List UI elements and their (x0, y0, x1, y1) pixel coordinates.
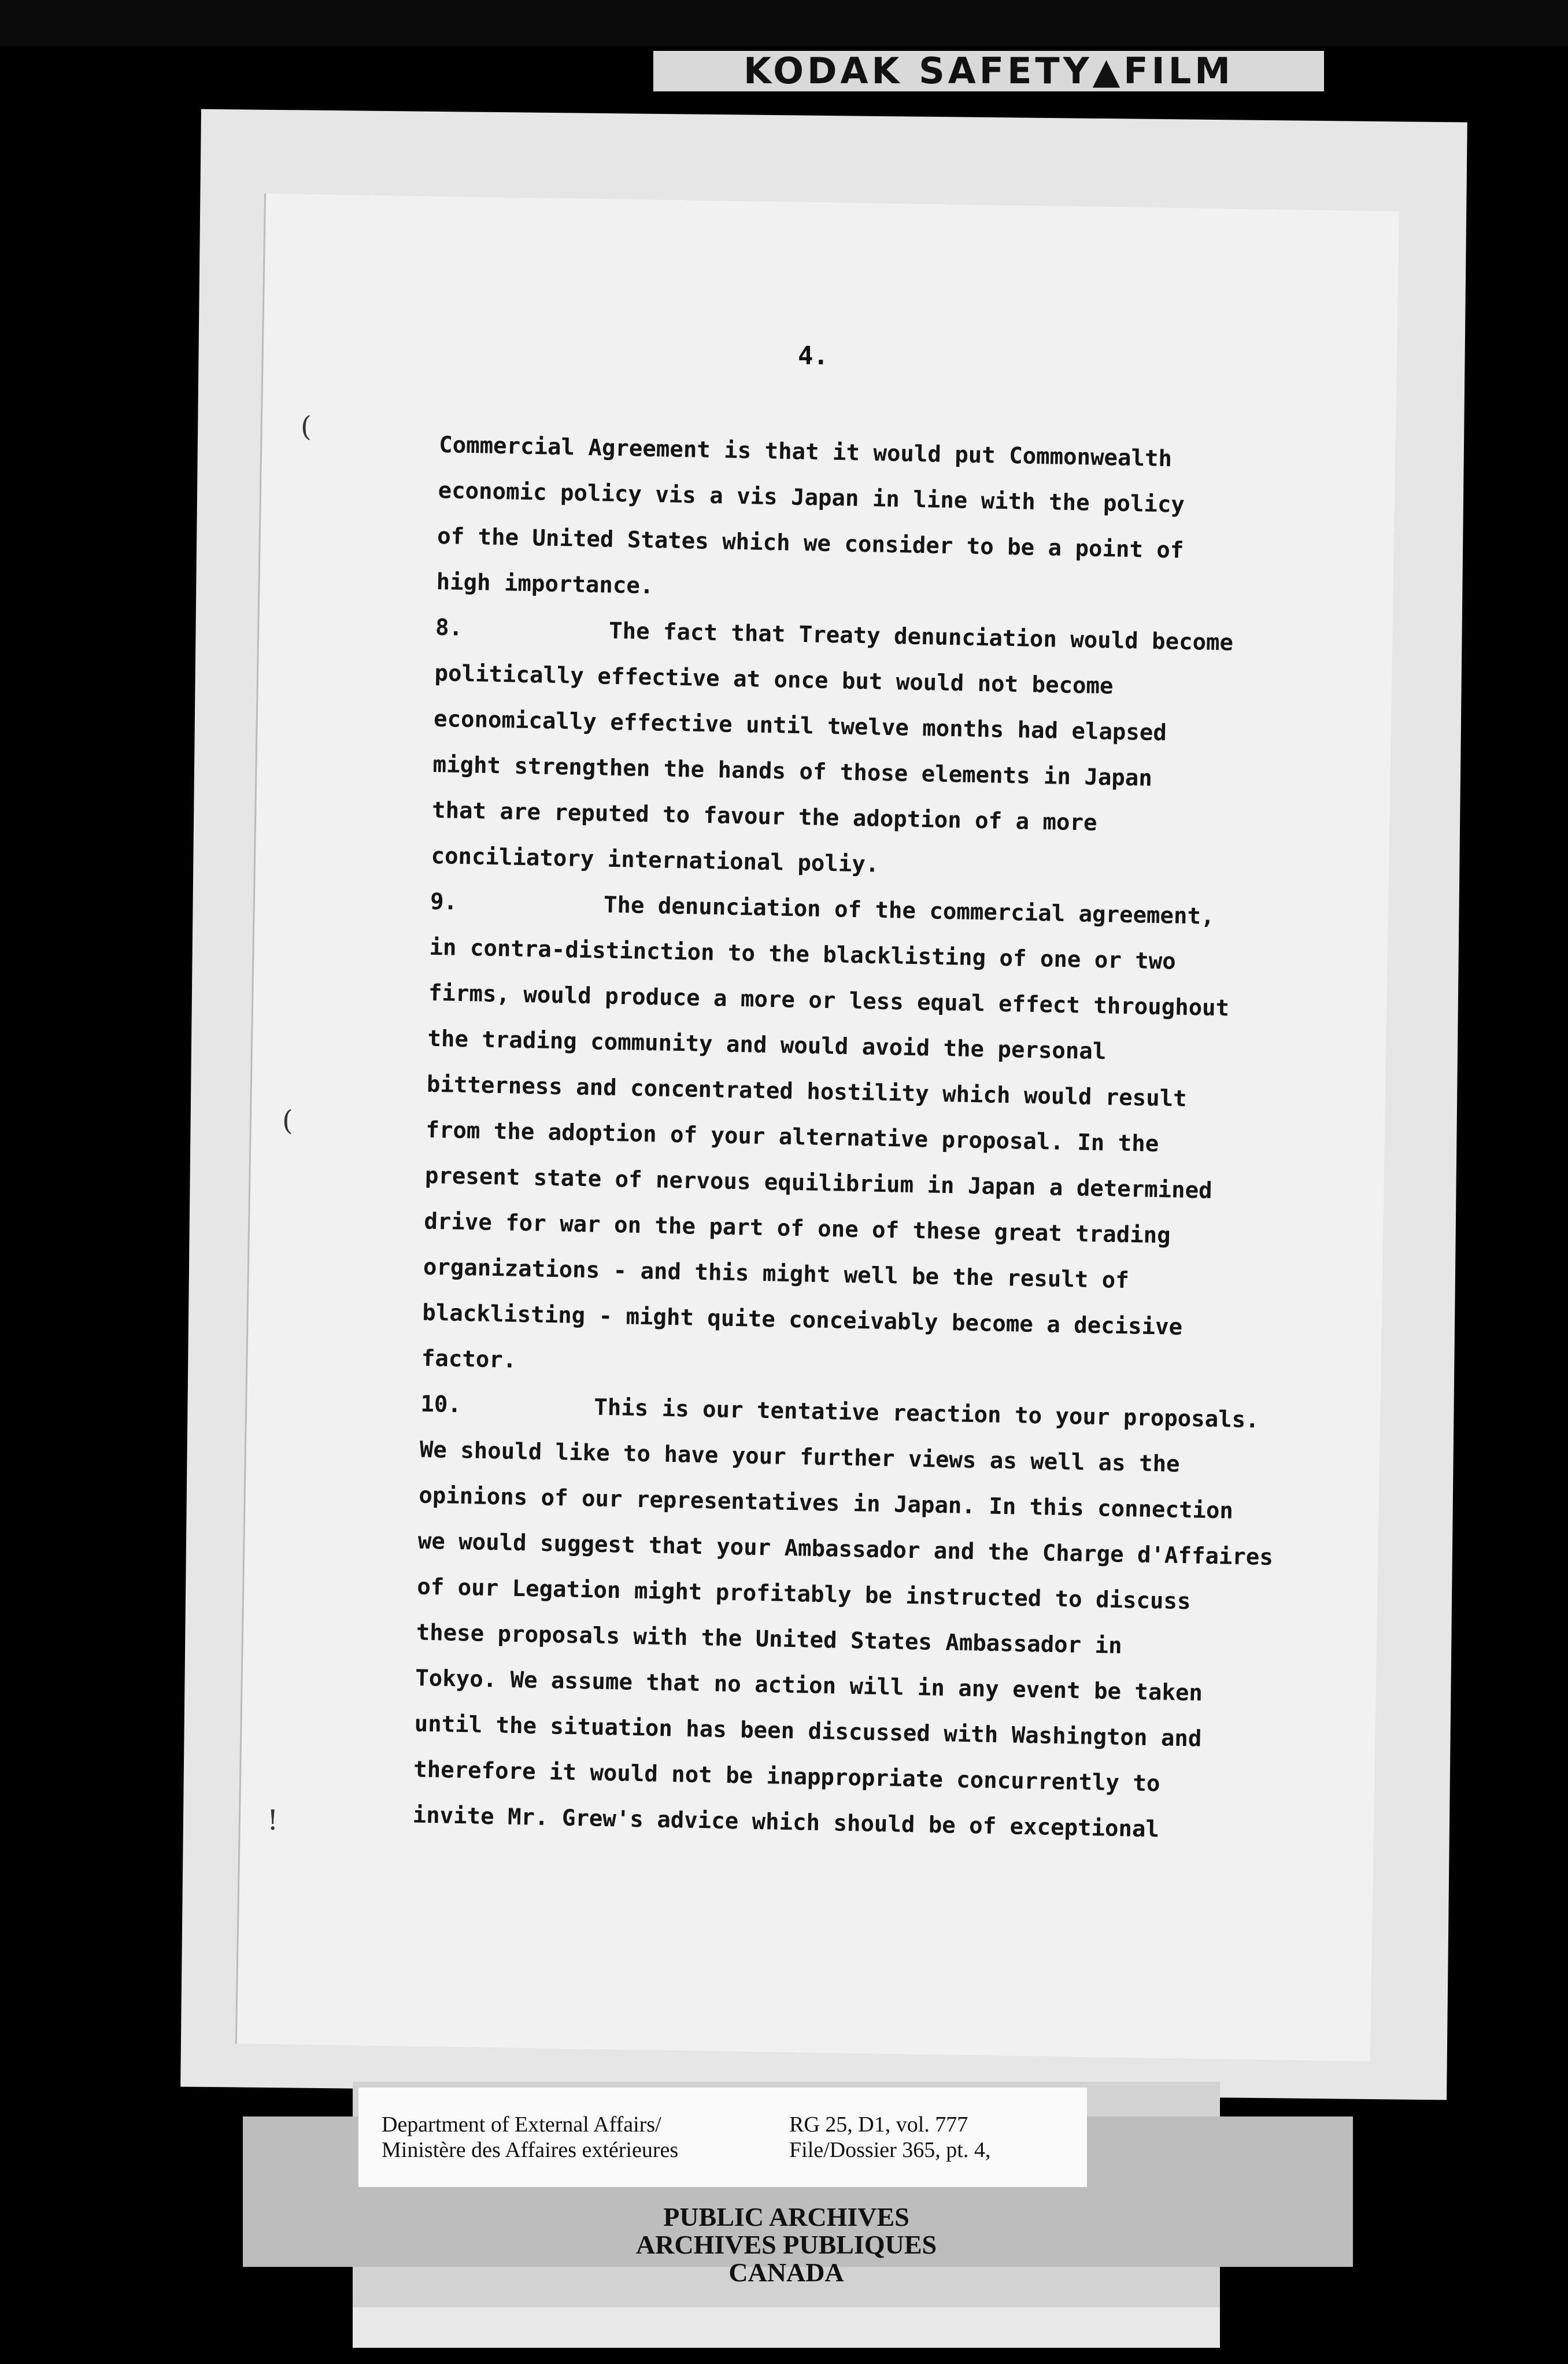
dept-french: Ministère des Affaires extérieures (382, 2138, 679, 2162)
line-text: in contra-distinction to the blacklisting of one or two (429, 934, 1177, 975)
paragraph-number: 8. (435, 614, 463, 641)
archives-stamp (486, 2203, 1087, 2287)
line-text: that are reputed to favour the adoption of a more (431, 797, 1097, 836)
line-text: conciliatory international poliy. (431, 843, 879, 878)
line-text: therefore it would not be inappropriate concurrently to (413, 1756, 1160, 1797)
line-text: we would suggest that your Ambassador and the Charge d'Affaires (417, 1528, 1274, 1571)
line-text: politically effective at once but would not become (434, 660, 1114, 700)
line-text: the trading community and would avoid the personal (427, 1025, 1107, 1065)
line-text: The denunciation of the commercial agreement, (603, 892, 1215, 930)
margin-mark: ! (267, 1804, 279, 1837)
body-text (412, 422, 1341, 1855)
line-text: opinions of our representatives in Japan. In this connection (418, 1482, 1234, 1524)
paragraph-number: 9. (430, 888, 458, 915)
line-text: until the situation has been discussed with Washington and (414, 1711, 1202, 1752)
archives-line-3: CANADA (728, 2258, 844, 2287)
dept-english: Department of External Affairs/ (382, 2112, 661, 2137)
line-text: high importance. (436, 568, 654, 600)
line-text: firms, would produce a more or less equal effect throughout (428, 980, 1230, 1022)
file-dossier: File/Dossier 365, pt. 4, (789, 2138, 991, 2162)
punch-hole-mark: ( (282, 1105, 293, 1137)
line-text: drive for war on the part of one of these great trading (424, 1208, 1171, 1249)
archive-label (358, 2088, 1087, 2187)
label-department (382, 2112, 678, 2163)
margin-mark: ( (301, 411, 312, 443)
line-text: We should like to have your further views as well as the (419, 1436, 1180, 1478)
line-text: Commercial Agreement is that it would put Commonwealth (438, 431, 1173, 472)
archives-line-2: ARCHIVES PUBLIQUES (635, 2230, 937, 2259)
line-text: economic policy vis a vis Japan in line with the policy (438, 477, 1185, 518)
line-text: these proposals with the United States Ambassador in (416, 1619, 1122, 1660)
label-reference (789, 2112, 990, 2163)
line-text: might strengthen the hands of those elements in Japan (432, 751, 1153, 792)
line-text: from the adoption of your alternative proposal. In the (426, 1117, 1159, 1158)
line-text: present state of nervous equilibrium in Japan a determined (424, 1162, 1213, 1204)
line-text: factor. (421, 1345, 517, 1373)
line-text: of the United States which we consider to be a point of (437, 523, 1184, 564)
line-text: The fact that Treaty denunciation would become (608, 618, 1234, 656)
line-text: invite Mr. Grew's advice which should be of exceptional (412, 1802, 1160, 1843)
record-group: RG 25, D1, vol. 777 (789, 2112, 968, 2137)
archives-line-1: PUBLIC ARCHIVES (663, 2202, 909, 2232)
film-header-text: KODAK SAFETY▲FILM (653, 51, 1324, 91)
film-edge (0, 0, 1568, 46)
line-text: of our Legation might profitably be instructed to discuss (416, 1573, 1191, 1615)
line-text: This is our tentative reaction to your proposals. (593, 1394, 1260, 1434)
bottom-strip (353, 2307, 1220, 2348)
line-text: Tokyo. We assume that no action will in any event be taken (415, 1665, 1203, 1706)
line-text: organizations - and this might well be the result of (423, 1254, 1130, 1294)
line-text: blacklisting - might quite conceivably become a decisive (421, 1299, 1183, 1340)
line-text: economically effective until twelve months had elapsed (433, 705, 1167, 747)
paragraph-number: 10. (420, 1391, 462, 1419)
line-text: bitterness and concentrated hostility which would result (426, 1071, 1188, 1113)
page-number: 4. (798, 341, 829, 371)
